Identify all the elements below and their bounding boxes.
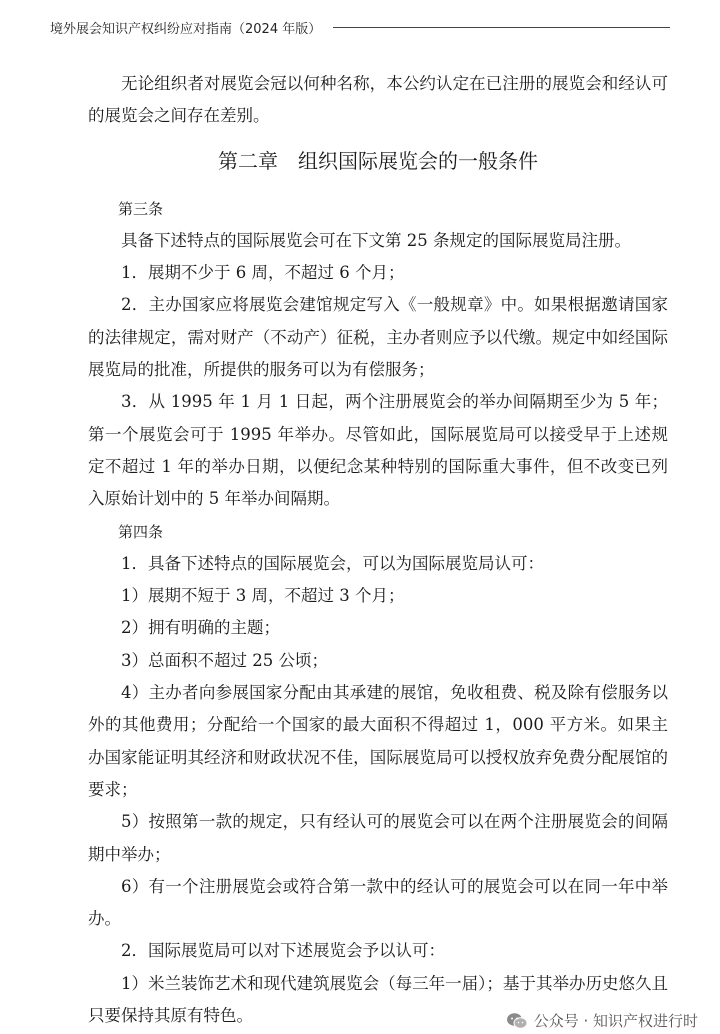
paragraph: 4）主办者向参展国家分配由其承建的展馆，免收租费、税及除有偿服务以外的其他费用；分配给一个国家的最大面积不得超过 1，000 平方米。如果主办国家能证明其经济和财政状况不佳，国际展览局可以授权放弃免费分配展馆的要求； [88, 683, 668, 799]
paragraph: 1．具备下述特点的国际展览会，可以为国际展览局认可： [121, 553, 544, 573]
paragraph: 2）拥有明确的主题； [121, 618, 280, 638]
paragraph: 2．国际展览局可以对下述展览会予以认可： [121, 941, 445, 961]
paragraph: 2．主办国家应将展览会建馆规定写入《一般规章》中。如果根据邀请国家的法律规定，需对财产（不动产）征税，主办者则应予以代缴。规定中如经国际展览局的批准，所提供的服务可以为有偿服务； [88, 295, 668, 380]
paragraph: 3．从 1995 年 1 月 1 日起，两个注册展览会的举办间隔期至少为 5 年；第一个展览会可于 1995 年举办。尽管如此，国际展览局可以接受早于上述规定不超过 1 年的举办日期，以便纪念某种特别的国际重大事件，但不改变已列入原始计划中的 5 年举办间隔期。 [88, 392, 668, 509]
paragraph: 3）总面积不超过 25 公顷； [121, 650, 328, 670]
paragraph: 5）按照第一款的规定，只有经认可的展览会可以在两个注册展览会的间隔期中举办； [88, 812, 668, 864]
paragraph: 1）米兰装饰艺术和现代建筑展览会（每三年一届）；基于其举办历史悠久且只要保持其原有特色。 [88, 973, 668, 1026]
wechat-icon [506, 1012, 528, 1030]
paragraph: 1．展期不少于 6 周，不超过 6 个月； [121, 263, 405, 283]
paragraph: 无论组织者对展览会冠以何种名称，本公约认定在已注册的展览会和经认可的展览会之间存在差别。 [88, 74, 668, 126]
paragraph: 具备下述特点的国际展览会可在下文第 25 条规定的国际展览局注册。 [121, 230, 631, 250]
paragraph: 6）有一个注册展览会或符合第一款中的经认可的展览会可以在同一年中举办。 [88, 876, 668, 929]
watermark-text: 公众号 · 知识产权进行时 [533, 1012, 698, 1030]
article-heading: 第三条 [118, 199, 164, 218]
paragraph: 1）展期不短于 3 周，不超过 3 个月； [121, 586, 405, 606]
header-rule [333, 27, 670, 28]
document-body [88, 68, 668, 1032]
article-heading: 第四条 [118, 522, 164, 541]
watermark [506, 1010, 698, 1031]
chapter-heading: 第二章 组织国际展览会的一般条件 [218, 148, 538, 173]
page-header [50, 14, 670, 40]
header-title: 境外展会知识产权纠纷应对指南（2024 年版） [50, 21, 322, 37]
